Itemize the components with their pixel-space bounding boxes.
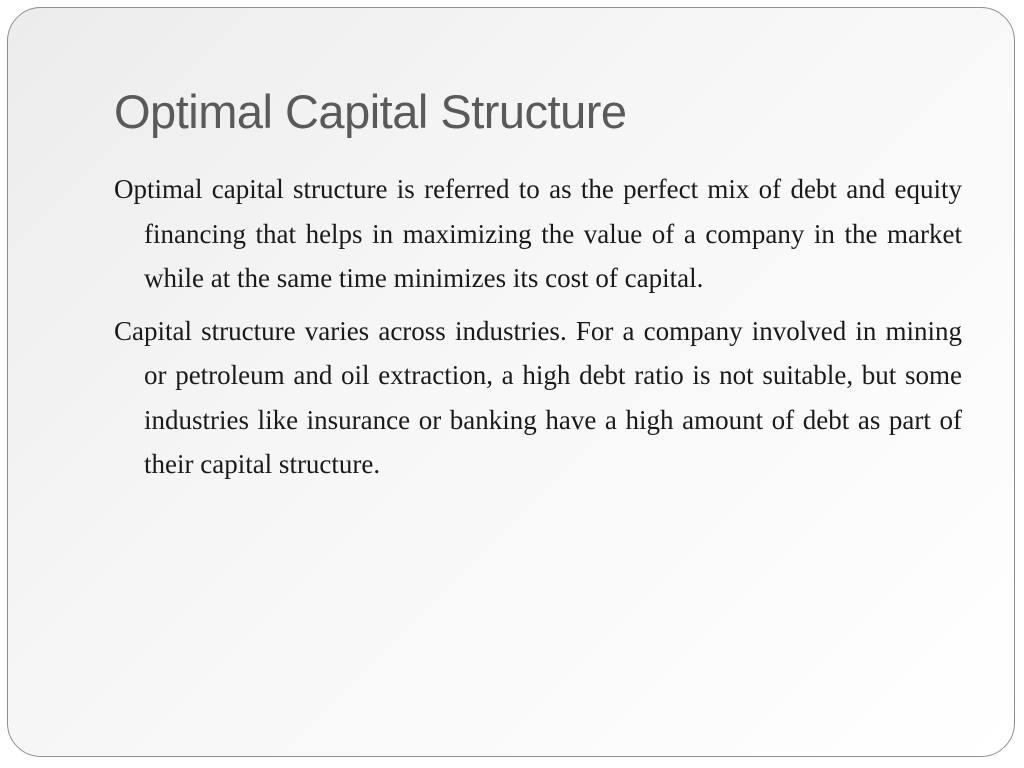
body-paragraph-industries: Capital structure varies across industries. For a company involved in mining or petroleum and oil extraction, a high debt ratio is not suitable, but some industries like insurance or banking have a high amount of debt as part of their capital structure. <box>114 315 962 479</box>
body-paragraph-definition: Optimal capital structure is referred to as the perfect mix of debt and equity financing that helps in maximizing the value of a company in the market while at the same time minimizes its cost of capital. <box>114 174 962 293</box>
slide-body <box>114 167 962 495</box>
slide-title: Optimal Capital Structure <box>114 85 627 138</box>
